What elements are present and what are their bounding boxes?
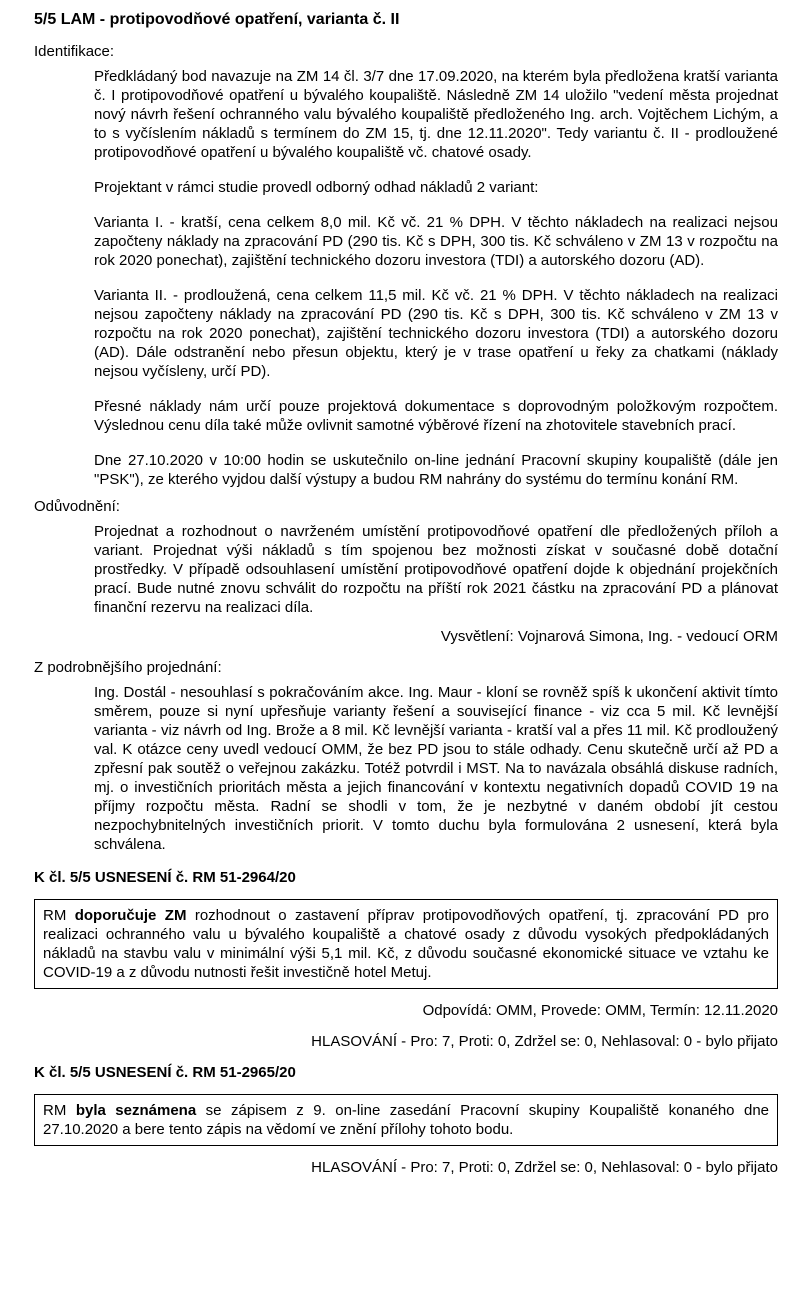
identifikace-paragraph: Dne 27.10.2020 v 10:00 hodin se uskutečnilo on-line jednání Pracovní skupiny koupaliště (dále jen "PSK"), ze kterého vyjdou další výstupy a budou RM nahrány do systému do termínu konání RM. <box>94 452 778 488</box>
podrobnejsi-section <box>34 658 778 854</box>
resolution-box <box>34 1094 778 1146</box>
resolution-1 <box>34 868 778 1051</box>
resolution-vote: HLASOVÁNÍ - Pro: 7, Proti: 0, Zdržel se: 0, Nehlasoval: 0 - bylo přijato <box>311 1159 778 1176</box>
resolution-text: rozhodnout o zastavení příprav protipovodňových opatření, tj. zpracování PD pro realizaci ochranného valu u bývalého koupaliště a chatové osady z důvodu vysokých předpokládaných nákladů na stavbu valu v minimální výši 5,1 mil. Kč, z důvodu současné ekonomické situace ve vztahu ke COVID-19 a z důvodu nutnosti řešit investičně hotel Metuj. <box>43 907 770 981</box>
identifikace-paragraph: Varianta II. - prodloužená, cena celkem 11,5 mil. Kč vč. 21 % DPH. V těchto nákladech na realizaci nejsou započteny náklady na zpracování PD (290 tis. Kč s DPH, 300 tis. Kč schváleno v ZM 13 v rozpočtu na rok 2020 ponechat), zajištění technického dozoru investora (TDI) a autorského dozoru (AD). Dále odstranění nebo přesun objektu, který je v trase opatření u řeky za chatkami (náklady nejsou vyčísleny, určí PD). <box>94 287 778 380</box>
document-page <box>34 10 778 1189</box>
identifikace-paragraph: Přesné náklady nám určí pouze projektová dokumentace s doprovodným položkovým rozpočtem. Výslednou cenu díla také může ovlivnit samotné výběrové řízení na zhotovitele stavebních prací. <box>94 398 778 434</box>
podrobnejsi-label: Z podrobnějšího projednání: <box>34 659 222 676</box>
identifikace-section <box>34 42 778 489</box>
resolution-lead: RM <box>43 907 75 924</box>
oduvodneni-paragraph: Projednat a rozhodnout o navrženém umístění protipovodňové opatření dle předložených příloh a variant. Projednat výši nákladů s tím spojenou bez možnosti získat v současné době dotační prostředky. V případě odsouhlasení umístění protipovodňové opatření dojde k objednání projekčních prací. Bude nutné znovu schválit do rozpočtu na příští rok 2021 částku na zpracování PD a plánovat finanční rezervu na realizaci díla. <box>94 523 778 616</box>
resolution-vote: HLASOVÁNÍ - Pro: 7, Proti: 0, Zdržel se: 0, Nehlasoval: 0 - bylo přijato <box>311 1033 778 1050</box>
oduvodneni-section <box>34 497 778 646</box>
identifikace-paragraph: Projektant v rámci studie provedl odborný odhad nákladů 2 variant: <box>94 179 539 196</box>
resolution-text: se zápisem z 9. on-line zasedání Pracovní skupiny Koupaliště konaného dne 27.10.2020 a bere tento zápis na vědomí ve znění přílohy tohoto bodu. <box>43 1102 770 1138</box>
resolution-box <box>34 899 778 989</box>
resolution-2 <box>34 1063 778 1177</box>
identifikace-paragraph: Varianta I. - kratší, cena celkem 8,0 mil. Kč vč. 21 % DPH. V těchto nákladech na realizaci nejsou započteny náklady na zpracování PD (290 tis. Kč s DPH, 300 tis. Kč schváleno v ZM 13 v rozpočtu na rok 2020 ponechat), zajištění technického dozoru investora (TDI) a autorského dozoru (AD). <box>94 214 778 269</box>
item-title: 5/5 LAM - protipovodňové opatření, varianta č. II <box>34 11 400 28</box>
resolution-heading: K čl. 5/5 USNESENÍ č. RM 51-2965/20 <box>34 1064 296 1081</box>
resolution-lead: RM <box>43 1102 76 1119</box>
resolution-verb: doporučuje ZM <box>74 907 187 924</box>
podrobnejsi-paragraph: Ing. Dostál - nesouhlasí s pokračováním akce. Ing. Maur - kloní se rovněž spíš k ukončení aktivit tímto směrem, pouze si nyní upřesňuje varianty řešení a související finance - viz cca 5 mil. Kč levnější varianta - viz návrh od Ing. Brože a 8 mil. Kč levnější varianta - kratší val a přes 11 mil. Kč prodloužený val. K otázce ceny uvedl vedoucí OMM, že bez PD jsou to stále odhady. Cenu skutečně určí až PD a zpřesní pak soutěž o veřejnou zakázku. Totéž potvrdil i MST. Na to navázala obsáhlá diskuse radních, mj. o investičních prioritách města a jejich financování v kontextu negativních dopadů COVID 19 na příjmy rozpočtu města. Radní se shodli v tom, že je nezbytné v daném období jít cestou nezpochybnitelných investičních priorit. V tomto duchu byla formulována 2 usnesení, která byla schválena. <box>94 684 778 853</box>
identifikace-paragraph: Předkládaný bod navazuje na ZM 14 čl. 3/7 dne 17.09.2020, na kterém byla předložena kratší varianta č. I protipovodňové opatření u bývalého koupaliště. Následně ZM 14 uložilo "vedení města projednat nový návrh řešení ochranného valu bývalého koupaliště předloženého Ing. arch. Vojtěchem Lichým, a to s vyčíslením nákladů s termínem do ZM 15, tj. dne 12.11.2020". Tedy variantu č. II - prodloužené protipovodňové opatření u bývalého koupaliště vč. chatové osady. <box>94 68 778 161</box>
oduvodneni-label: Odůvodnění: <box>34 498 120 515</box>
resolution-verb: byla seznámena <box>75 1102 197 1119</box>
resolution-heading: K čl. 5/5 USNESENÍ č. RM 51-2964/20 <box>34 869 296 886</box>
identifikace-label: Identifikace: <box>34 43 115 60</box>
resolution-responsible: Odpovídá: OMM, Provede: OMM, Termín: 12.11.2020 <box>422 1002 778 1019</box>
vysvetleni-line: Vysvětlení: Vojnarová Simona, Ing. - vedoucí ORM <box>440 628 778 645</box>
